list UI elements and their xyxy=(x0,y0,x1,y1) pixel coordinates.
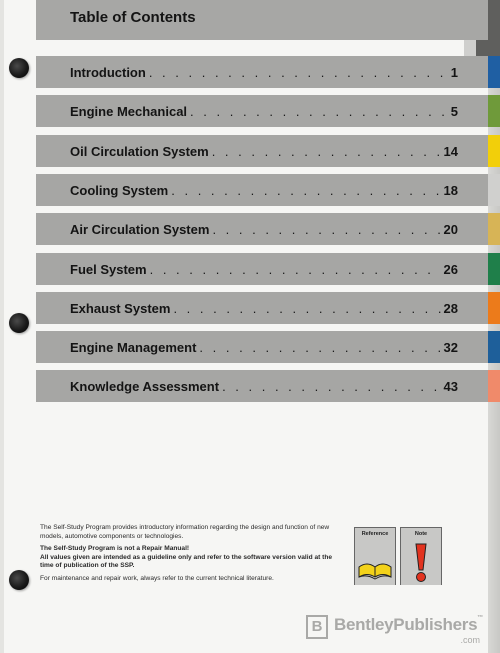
section-color-tab xyxy=(488,331,500,363)
toc-entry xyxy=(70,183,458,198)
page-title: Table of Contents xyxy=(70,9,196,26)
toc-entry xyxy=(70,222,458,237)
toc-page-number: 32 xyxy=(443,340,458,356)
tab-segment-header xyxy=(488,0,500,56)
toc-entry-title: Exhaust System xyxy=(70,300,171,316)
reference-badge xyxy=(354,527,396,585)
toc-entry-title: Oil Circulation System xyxy=(70,143,209,159)
title-accent-light xyxy=(464,40,476,56)
toc-row[interactable] xyxy=(36,56,488,88)
toc-entry-title: Introduction xyxy=(70,65,146,80)
title-accent-strip xyxy=(464,40,488,56)
toc-entry-title: Air Circulation System xyxy=(70,222,210,238)
toc-entry xyxy=(70,65,458,80)
page-edge xyxy=(0,0,4,653)
toc-entry-title: Engine Mechanical xyxy=(70,104,188,120)
section-color-tab xyxy=(488,213,500,245)
disclaimer-warning-line1: The Self-Study Program is not a Repair Manual! xyxy=(40,545,190,553)
binder-hole-top xyxy=(9,58,29,78)
toc-row[interactable] xyxy=(36,253,488,285)
section-color-tab xyxy=(488,56,500,88)
bentley-brand xyxy=(334,615,483,635)
toc-leader-dots xyxy=(212,144,441,159)
toc-page-number: 26 xyxy=(443,261,458,277)
toc-leader-dots xyxy=(150,262,441,277)
toc-row[interactable] xyxy=(36,213,488,245)
toc-page-number: 1 xyxy=(450,65,458,80)
section-tab-strip xyxy=(488,0,500,653)
toc-page-number: 5 xyxy=(450,104,458,120)
toc-row[interactable] xyxy=(36,370,488,402)
toc-leader-dots xyxy=(222,379,440,394)
title-bar xyxy=(36,0,488,40)
toc-page-number: 18 xyxy=(443,182,458,198)
note-badge xyxy=(400,527,442,585)
toc-row[interactable] xyxy=(36,95,488,127)
open-book-icon xyxy=(355,541,395,585)
disclaimer-intro: The Self-Study Program provides introductory information regarding the design and function of new models, automotive components or technologies. xyxy=(40,524,330,540)
bentley-logo-icon: B xyxy=(306,615,328,639)
disclaimer-maintenance: For maintenance and repair work, always refer to the current technical literature. xyxy=(40,574,274,582)
disclaimer-warning-line2: All values given are intended as a guideline only and refer to the software version valid at the time of publication of the SSP. xyxy=(40,553,333,570)
bentley-watermark xyxy=(306,613,490,643)
disclaimer-warning xyxy=(40,545,345,571)
toc-page-number: 28 xyxy=(443,300,458,316)
toc-row[interactable] xyxy=(36,135,488,167)
toc-entry-title: Knowledge Assessment xyxy=(70,379,220,395)
section-color-tab xyxy=(488,292,500,324)
exclamation-icon xyxy=(401,541,441,585)
toc-leader-dots xyxy=(212,222,440,237)
toc-entry xyxy=(70,340,458,355)
toc-row[interactable] xyxy=(36,331,488,363)
title-accent-dark xyxy=(476,40,488,56)
toc-page-number: 43 xyxy=(443,379,458,395)
toc-entry-title: Engine Management xyxy=(70,340,197,356)
toc-page-number: 14 xyxy=(443,143,458,159)
disclaimer-text xyxy=(40,524,345,588)
section-color-tab xyxy=(488,135,500,167)
bentley-brand-name: BentleyPublishers xyxy=(334,615,478,634)
reference-badge-label: Reference xyxy=(361,531,389,537)
section-color-tab xyxy=(488,174,500,206)
section-color-tab xyxy=(488,95,500,127)
binder-hole-bottom xyxy=(9,570,29,590)
toc-entry xyxy=(70,144,458,159)
toc-page-number: 20 xyxy=(443,222,458,238)
toc-leader-dots xyxy=(199,340,440,355)
section-color-tab xyxy=(488,370,500,402)
toc-entry-title: Cooling System xyxy=(70,182,169,198)
toc-leader-dots xyxy=(171,183,440,198)
binder-hole-middle xyxy=(9,313,29,333)
toc-entry-title: Fuel System xyxy=(70,261,147,277)
bentley-domain: .com xyxy=(460,635,480,645)
toc-leader-dots xyxy=(149,65,448,80)
bentley-trademark: ™ xyxy=(477,615,483,621)
toc-entry xyxy=(70,262,458,277)
toc-entry xyxy=(70,301,458,316)
toc-leader-dots xyxy=(190,104,448,119)
toc-entry xyxy=(70,379,458,394)
note-badge-label: Note xyxy=(414,531,428,537)
toc-leader-dots xyxy=(173,301,440,316)
toc-row[interactable] xyxy=(36,174,488,206)
section-color-tab xyxy=(488,253,500,285)
toc-row[interactable] xyxy=(36,292,488,324)
toc-entry xyxy=(70,104,458,119)
